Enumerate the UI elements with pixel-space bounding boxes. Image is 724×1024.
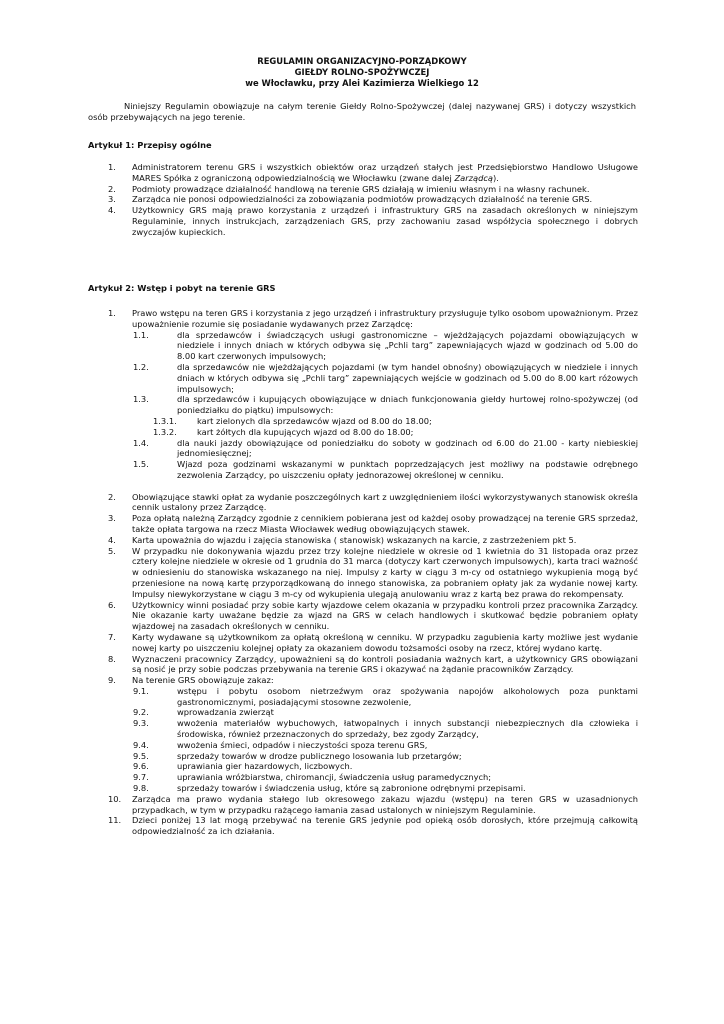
item-text: Podmioty prowadzące działalność handlową na terenie GRS działają w imieniu własnym i na własny rachunek.: [132, 183, 590, 194]
item-number: 9.: [108, 675, 116, 686]
sub-item-text: sprzedaży towarów w drodze publicznego losowania lub przetargów;: [177, 750, 462, 761]
sub-item-text: uprawiania gier hazardowych, liczbowych.: [177, 761, 353, 772]
sub-item-number: 9.4.: [133, 739, 149, 750]
sub-item-number: 9.5.: [133, 750, 149, 761]
list-item: [108, 162, 638, 184]
list-item: [108, 535, 638, 546]
list-item: [108, 308, 638, 492]
sub-sub-list-item: [153, 427, 638, 438]
sub-sub-item-number: 1.3.1.: [153, 415, 177, 426]
list-item: [108, 546, 638, 600]
item-number: 3.: [108, 194, 116, 205]
sub-item-number: 9.3.: [133, 718, 149, 729]
sub-item-number: 1.2.: [133, 361, 149, 372]
item-text: Dzieci poniżej 13 lat mogą przebywać na terenie GRS jedynie pod opieką osób dorosłych, które przejmują całkowitą odpowiedzialność za ich działania.: [132, 815, 638, 837]
sub-list-item: [133, 772, 638, 783]
sub-list-item: [133, 740, 638, 751]
sub-list-item: [133, 394, 638, 437]
sub-item-text: Wjazd poza godzinami wskazanymi w punktach poprzedzających jest możliwy na podstawie odrębnego zezwolenia Zarządcy, po uiszczeniu opłaty jednorazowej określonej w cenniku.: [177, 459, 638, 480]
list-item: [108, 815, 638, 837]
item-text: Na terenie GRS obowiązuje zakaz:: [132, 675, 274, 686]
sub-list-item: [133, 438, 638, 460]
sub-item-number: 9.7.: [133, 772, 149, 783]
article-2-list: [108, 308, 638, 837]
sub-item-number: 1.1.: [133, 329, 149, 340]
doc-title-line3: we Włocławku, przy Alei Kazimierza Wielkiego 12: [245, 78, 479, 88]
doc-title-line1: REGULAMIN ORGANIZACYJNO-PORZĄDKOWY: [257, 56, 467, 66]
item-number: 7.: [108, 631, 116, 642]
item-number: 5.: [108, 545, 116, 556]
sub-list-item: [133, 761, 638, 772]
item-text: Użytkownicy GRS mają prawo korzystania z urządzeń i infrastruktury GRS na zasadach określonych w niniejszym Regulaminie, innych instrukcjach, zarządzeniach GRS, przy zachowaniu zasad współżycia społecznego i dobrych zwyczajów kupieckich.: [132, 205, 638, 237]
item-number: 8.: [108, 653, 116, 664]
sub-item-text: dla sprzedawców nie wjeżdżających pojazdami (w tym handel obnośny) obowiązujących w niedziele i innych dniach w których odbywa się „Pchli targ” zapewniających wejście w godzinach od 5.00 do 8.00 kart różowych impulsowych;: [177, 361, 638, 394]
sub-sub-list-item: [153, 416, 638, 427]
sub-list: [132, 686, 638, 794]
sub-item-number: 9.1.: [133, 685, 149, 696]
item-text: Wyznaczeni pracownicy Zarządcy, upoważnieni są do kontroli posiadania ważnych kart, a użytkownicy GRS obowiązani są nosić je przy sobie podczas przebywania na terenie GRS i okazywać na żądanie pracowników Zarządcy.: [132, 653, 638, 675]
item-text-end: ).: [493, 172, 499, 183]
sub-item-text: wwożenia materiałów wybuchowych, łatwopalnych i innych substancji niebezpiecznych dla człowieka i środowiska, również przeznaczonych do sprzedaży, bez zgody Zarządcy,: [177, 718, 638, 740]
item-emphasis: Zarządcą: [454, 172, 493, 183]
list-item: [108, 675, 638, 794]
item-number: 1.: [108, 162, 116, 172]
list-item: [108, 513, 638, 535]
item-number: 3.: [108, 513, 116, 524]
sub-item-text: dla nauki jazdy obowiązujące od poniedziałku do soboty w godzinach od 6.00 do 21.00 - karty niebieskiej jednomiesięcznej;: [177, 437, 638, 459]
item-number: 11.: [108, 815, 122, 826]
sub-item-number: 1.4.: [133, 437, 149, 448]
intro-paragraph: [88, 101, 636, 123]
item-number: 1.: [108, 308, 116, 318]
spacer: [132, 481, 638, 492]
sub-item-number: 1.5.: [133, 459, 149, 470]
sub-item-number: 9.8.: [133, 783, 149, 794]
item-number: 10.: [108, 793, 122, 804]
list-item: [108, 794, 638, 816]
item-text: Administratorem terenu GRS i wszystkich obiektów oraz urządzeń stałych jest Przedsiębiorstwo Handlowo Usługowe MARES Spółka z ograniczoną odpowiedzialnością we Włocławku (zwane dalej: [132, 162, 638, 183]
sub-list-item: [133, 459, 638, 481]
item-text: Poza opłatą należną Zarządcy zgodnie z cennikiem pobierana jest od każdej osoby prowadzącej na terenie GRS sprzedaż, także opłata targowa na rzecz Miasta Włocławek według obowiązujących stawek.: [132, 513, 638, 534]
sub-item-number: 9.6.: [133, 761, 149, 772]
sub-sub-item-text: kart żółtych dla kupujących wjazd od 8.00 do 18.00;: [197, 426, 414, 437]
list-item: [108, 632, 638, 654]
item-number: 6.: [108, 599, 116, 610]
sub-item-text: dla sprzedawców i świadczących usługi gastronomiczne – wjeżdżających pojazdami obowiązujących w niedziele i innych dniach w których odbywa się „Pchli targ” zapewniających wjazd w godzinach od 5.00 do 8.00 kart czerwonych impulsowych;: [177, 329, 638, 362]
item-text: Karty wydawane są użytkownikom za opłatą określoną w cenniku. W przypadku zagubienia karty możliwe jest wydanie nowej karty po uiszczeniu kolejnej opłaty za okazaniem dowodu tożsamości osoby na rzecz, której wydano kartę.: [132, 631, 638, 653]
list-item: [108, 492, 638, 514]
sub-list-item: [133, 330, 638, 362]
list-item: [108, 184, 638, 195]
sub-list: [132, 330, 638, 481]
sub-item-text: wwożenia śmieci, odpadów i nieczystości spoza terenu GRS,: [177, 739, 428, 750]
sub-list-item: [133, 707, 638, 718]
article-2-heading: Artykuł 2: Wstęp i pobyt na terenie GRS: [88, 283, 276, 293]
article-1-heading: Artykuł 1: Przepisy ogólne: [88, 140, 212, 150]
sub-item-text: wstępu i pobytu osobom nietrzeźwym oraz spożywania napojów alkoholowych poza punktami gastronomicznymi, posiadającymi stosowne zezwolenie,: [177, 685, 638, 707]
item-text: Karta upoważnia do wjazdu i zajęcia stanowiska ( stanowisk) wskazanych na karcie, z zastrzeżeniem pkt 5.: [132, 534, 577, 545]
sub-list-item: [133, 686, 638, 708]
item-number: 2.: [108, 183, 116, 194]
sub-sub-item-number: 1.3.2.: [153, 426, 177, 437]
sub-item-text: wprowadzania zwierząt: [177, 707, 274, 718]
item-text: Użytkownicy winni posiadać przy sobie karty wjazdowe celem okazania w przypadku kontroli przez pracownika Zarządcy. Nie okazanie karty uważane będzie za wjazd na GRS w celach handlowych i skutkować będzie pobraniem opłaty wjazdowej na zasadach określonych w cenniku.: [132, 599, 638, 632]
item-text: Obowiązujące stawki opłat za wydanie poszczególnych kart z uwzględnieniem ilości wykorzystywanych stanowisk określa cennik ustalony przez Zarządcę.: [132, 491, 638, 513]
doc-title-line2: GIEŁDY ROLNO-SPOŻYWCZEJ: [294, 67, 430, 77]
sub-list-item: [133, 718, 638, 740]
sub-sub-list: [153, 415, 638, 438]
item-text: Zarządca nie ponosi odpowiedzialności za zobowiązania podmiotów prowadzących działalność na terenie GRS.: [132, 194, 593, 205]
sub-item-text: sprzedaży towarów i świadczenia usług, które są zabronione odrębnymi przepisami.: [177, 783, 526, 794]
list-item: [108, 600, 638, 632]
sub-item-number: 1.3.: [133, 394, 149, 405]
article-1-list: [108, 162, 638, 238]
list-item: [108, 654, 638, 676]
item-number: 4.: [108, 534, 116, 545]
list-item: [108, 205, 638, 237]
sub-sub-item-text: kart zielonych dla sprzedawców wjazd od 8.00 do 18.00;: [197, 415, 432, 426]
item-number: 4.: [108, 205, 116, 216]
item-text: Prawo wstępu na teren GRS i korzystania z jego urządzeń i infrastruktury przysługuje tylko osobom upoważnionym. Przez upoważnienie rozumie się posiadanie wydawanych przez Zarządcę:: [132, 308, 638, 329]
sub-item-text: uprawiania wróżbiarstwa, chiromancji, świadczenia usług paramedycznych;: [177, 772, 492, 783]
item-number: 2.: [108, 491, 116, 502]
sub-list-item: [133, 783, 638, 794]
sub-item-number: 9.2.: [133, 707, 149, 718]
list-item: [108, 194, 638, 205]
intro-text: Niniejszy Regulamin obowiązuje na całym terenie Giełdy Rolno-Spożywczej (dalej nazywanej GRS) i dotyczy wszystkich osób przebywających na jego terenie.: [88, 101, 636, 122]
sub-item-text: dla sprzedawców i kupujących obowiązujące w dniach funkcjonowania giełdy hurtowej rolno-spożywczej (od poniedziałku do piątku) impulsowych:: [177, 394, 638, 416]
sub-list-item: [133, 362, 638, 394]
sub-list-item: [133, 751, 638, 762]
item-text: Zarządca ma prawo wydania stałego lub okresowego zakazu wjazdu (wstępu) na teren GRS w uzasadnionych przypadkach, w tym w przypadku rażącego łamania zasad ustalonych w niniejszym Regulaminie.: [132, 793, 638, 815]
item-text: W przypadku nie dokonywania wjazdu przez trzy kolejne niedziele w okresie od 1 kwietnia do 31 listopada oraz przez cztery kolejne niedziele w okresie od 1 grudnia do 31 marca (dotyczy kart czerwonych impulsowych), karta traci ważność w odniesieniu do stanowiska wskazanego na niej. Impulsy z karty w ciągu 3 m-cy od ostatniego wykupienia mogą być przeniesione na nową kartę przyporządkowaną do innego stanowiska, za pobraniem opłaty jak za wydanie nowej karty. Impulsy niewykorzystane w ciągu 3 m-cy od wykupienia ulegają anulowaniu wraz z kartą bez prawa do rekompensaty.: [132, 545, 638, 599]
